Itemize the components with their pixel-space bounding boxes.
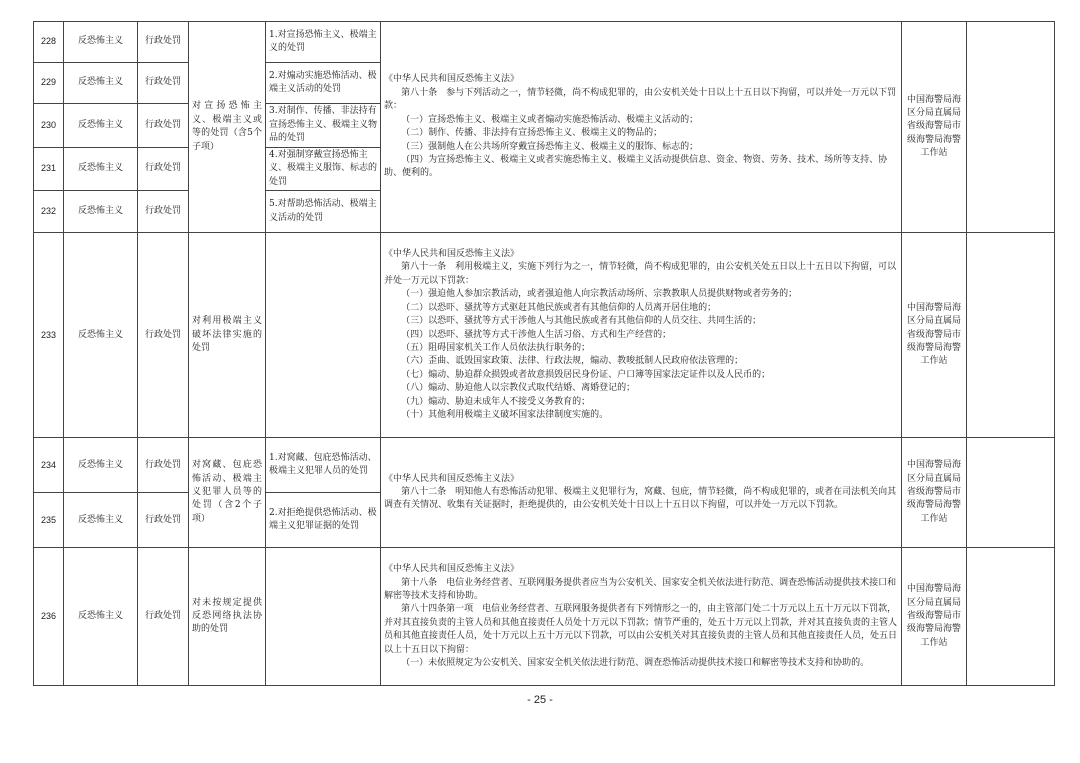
- row-number: 230: [34, 104, 64, 148]
- basis-line: （八）煽动、胁迫他人以宗教仪式取代结婚、离婚登记的；: [401, 383, 636, 394]
- row-number: 235: [34, 493, 64, 548]
- category-cell: 反恐怖主义: [64, 191, 138, 233]
- power-type-cell: 行政处罚: [138, 233, 189, 438]
- row-number: 236: [34, 548, 64, 686]
- sub-item-cell: [266, 233, 381, 438]
- power-type-cell: 行政处罚: [138, 191, 189, 233]
- implementing-org-cell: 中国海警局海区分局直属局省级海警局市级海警局海警工作站: [902, 22, 967, 233]
- item-name-cell: 对利用极端主义破坏法律实施的处罚: [189, 233, 266, 438]
- legal-basis-cell: [381, 233, 902, 438]
- table-row: [34, 233, 1055, 438]
- category-cell: 反恐怖主义: [64, 493, 138, 548]
- implementing-org-cell: 中国海警局海区分局直属局省级海警局市级海警局海警工作站: [902, 548, 967, 686]
- basis-line: （五）阻碍国家机关工作人员依法执行职务的；: [401, 342, 591, 353]
- basis-line: （七）煽动、胁迫群众损毁或者故意损毁居民身份证、户口簿等国家法定证件以及人民币的；: [401, 369, 771, 380]
- basis-line: 《中华人民共和国反恐怖主义法》: [384, 473, 520, 484]
- row-number: 233: [34, 233, 64, 438]
- sub-item-cell: [266, 548, 381, 686]
- basis-line: （二）制作、传播、非法持有宣扬恐怖主义、极端主义的物品的；: [401, 128, 663, 139]
- category-cell: 反恐怖主义: [64, 233, 138, 438]
- item-name-cell: 对窝藏、包庇恐怖活动、极端主义犯罪人员等的处罚（含2个子项）: [189, 438, 266, 548]
- legal-basis-cell: [381, 22, 902, 233]
- power-type-cell: 行政处罚: [138, 438, 189, 493]
- category-cell: 反恐怖主义: [64, 548, 138, 686]
- basis-line: 《中华人民共和国反恐怖主义法》: [384, 564, 520, 575]
- category-cell: 反恐怖主义: [64, 104, 138, 148]
- basis-line: （十）其他利用极端主义破坏国家法律制度实施的。: [401, 409, 609, 420]
- power-type-cell: 行政处罚: [138, 548, 189, 686]
- sub-item-cell: 1.对窝藏、包庇恐怖活动、极端主义犯罪人员的处罚: [266, 438, 381, 493]
- row-number: 229: [34, 63, 64, 104]
- power-type-cell: 行政处罚: [138, 493, 189, 548]
- basis-line: 第八十四条第一项 电信业务经营者、互联网服务提供者有下列情形之一的，由主管部门处二十万元以上五十万元以下罚款，并对其直接负责的主管人员和其他直接责任人员处十万元以下罚款；情节严重的，处五十万元以上罚款，并对其直接负责的主管人员和其他直接责任人员，处十万元以上五十万元以下罚款，可以由公安机关对其直接负责的主管人员和其他直接责任人员，处五日以上十五日以下拘留：: [384, 604, 898, 655]
- item-name-cell: 对未按规定提供反恐网络执法协助的处罚: [189, 548, 266, 686]
- basis-line: 第八十一条 利用极端主义，实施下列行为之一，情节轻微，尚不构成犯罪的，由公安机关处五日以上十五日以下拘留，可以并处一万元以下罚款：: [384, 262, 897, 286]
- table-row: [34, 438, 1055, 493]
- power-type-cell: 行政处罚: [138, 22, 189, 63]
- power-type-cell: 行政处罚: [138, 104, 189, 148]
- category-cell: 反恐怖主义: [64, 63, 138, 104]
- basis-line: 第八十条 参与下列活动之一，情节轻微，尚不构成犯罪的，由公安机关处十日以上十五日以下拘留，可以并处一万元以下罚款：: [384, 87, 897, 112]
- implementing-org-cell: 中国海警局海区分局直属局省级海警局市级海警局海警工作站: [902, 438, 967, 548]
- remarks-cell: [967, 233, 1055, 438]
- category-cell: 反恐怖主义: [64, 438, 138, 493]
- sub-item-cell: 2.对煽动实施恐怖活动、极端主义活动的处罚: [266, 63, 381, 104]
- legal-basis-cell: [381, 548, 902, 686]
- row-number: 232: [34, 191, 64, 233]
- basis-line: （三）强制他人在公共场所穿戴宣扬恐怖主义、极端主义的服饰、标志的；: [401, 141, 699, 152]
- sub-item-cell: 3.对制作、传播、非法持有宣扬恐怖主义、极端主义物品的处罚: [266, 104, 381, 148]
- power-type-cell: 行政处罚: [138, 148, 189, 191]
- page-number: - 25 -: [527, 694, 553, 706]
- power-list-table: [33, 21, 1055, 686]
- implementing-org-cell: 中国海警局海区分局直属局省级海警局市级海警局海警工作站: [902, 233, 967, 438]
- sub-item-cell: 4.对强制穿戴宣扬恐怖主义、极端主义服饰、标志的处罚: [266, 148, 381, 191]
- power-type-cell: 行政处罚: [138, 63, 189, 104]
- basis-line: （九）煽动、胁迫未成年人不接受义务教育的；: [401, 396, 591, 407]
- basis-line: （六）歪曲、诋毁国家政策、法律、行政法规，煽动、教唆抵制人民政府依法管理的；: [401, 356, 744, 367]
- basis-line: （四）为宣扬恐怖主义、极端主义或者实施恐怖主义、极端主义活动提供信息、资金、物资、劳务、技术、场所等支持、协助、便利的。: [384, 154, 888, 179]
- basis-line: 第十八条 电信业务经营者、互联网服务提供者应当为公安机关、国家安全机关依法进行防范、调查恐怖活动提供技术接口和解密等技术支持和协助。: [384, 577, 897, 601]
- basis-line: （三）以恐吓、骚扰等方式干涉他人与其他民族或者有其他信仰的人员交往、共同生活的；: [401, 316, 762, 327]
- sub-item-cell: 5.对帮助恐怖活动、极端主义活动的处罚: [266, 191, 381, 233]
- basis-line: 第八十二条 明知他人有恐怖活动犯罪、极端主义犯罪行为，窝藏、包庇，情节轻微，尚不构成犯罪的，或者在司法机关向其调查有关情况、收集有关证据时，拒绝提供的，由公安机关处十日以上十五日以下拘留，可以并处一万元以下罚款。: [384, 487, 897, 511]
- basis-line: （四）以恐吓、骚扰等方式干涉他人生活习俗、方式和生产经营的；: [401, 329, 672, 340]
- basis-line: 《中华人民共和国反恐怖主义法》: [384, 249, 520, 260]
- table-row: [34, 22, 1055, 63]
- row-number: 228: [34, 22, 64, 63]
- remarks-cell: [967, 438, 1055, 548]
- remarks-cell: [967, 22, 1055, 233]
- category-cell: 反恐怖主义: [64, 148, 138, 191]
- basis-line: （二）以恐吓、骚扰等方式驱赶其他民族或者有其他信仰的人员离开居住地的；: [401, 302, 717, 313]
- sub-item-cell: 2.对拒绝提供恐怖活动、极端主义犯罪证据的处罚: [266, 493, 381, 548]
- category-cell: 反恐怖主义: [64, 22, 138, 63]
- basis-line: 《中华人民共和国反恐怖主义法》: [384, 74, 520, 85]
- row-number: 234: [34, 438, 64, 493]
- legal-basis-cell: [381, 438, 902, 548]
- item-name-cell: 对宣扬恐怖主义、极端主义或等的处罚（含5个子项）: [189, 22, 266, 233]
- row-number: 231: [34, 148, 64, 191]
- basis-line: （一）宣扬恐怖主义、极端主义或者煽动实施恐怖活动、极端主义活动的；: [401, 114, 699, 125]
- sub-item-cell: 1.对宣扬恐怖主义、极端主义的处罚: [266, 22, 381, 63]
- table-row: [34, 548, 1055, 686]
- remarks-cell: [967, 548, 1055, 686]
- basis-line: （一）强迫他人参加宗教活动，或者强迫他人向宗教活动场所、宗教教职人员提供财物或者劳务的；: [401, 289, 798, 300]
- basis-line: （一）未依照规定为公安机关、国家安全机关依法进行防范、调查恐怖活动提供技术接口和解密等技术支持和协助的。: [401, 657, 870, 668]
